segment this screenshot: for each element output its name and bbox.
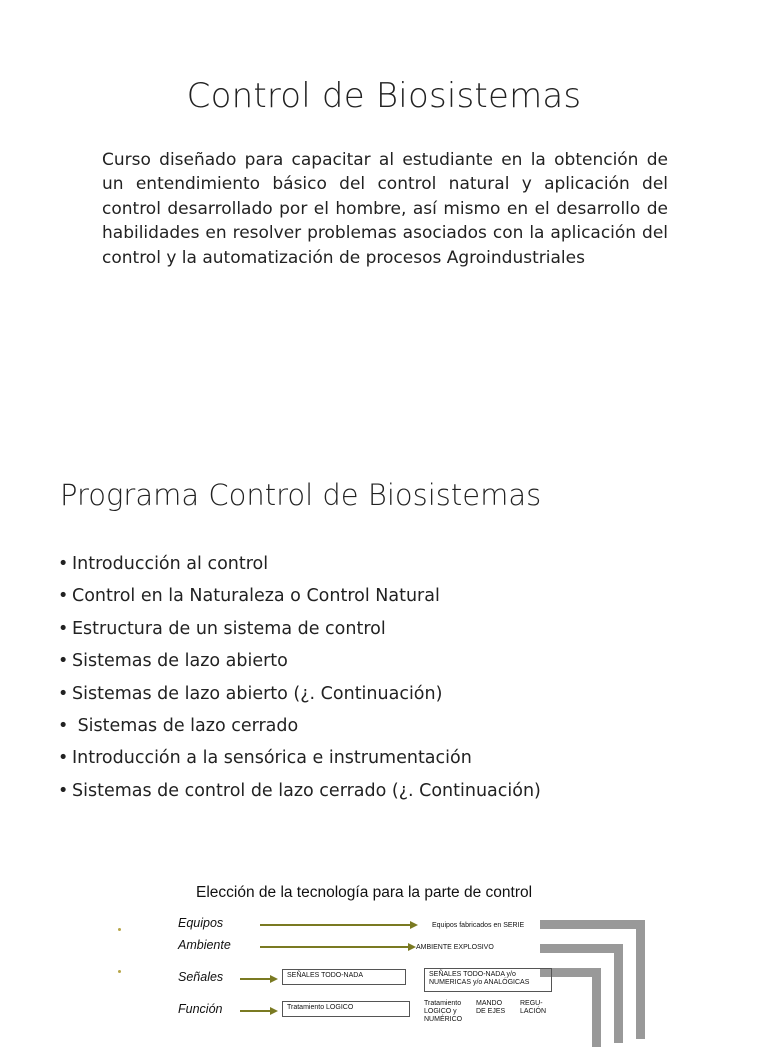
row-label-funcion: Función	[178, 1002, 223, 1016]
diagram-title: Elección de la tecnología para la parte de control	[196, 884, 533, 901]
funcion-mando-ejes: MANDO DE EJES	[476, 1000, 506, 1015]
course-description: Curso diseñado para capacitar al estudiante en la obtención de un entendimiento básico del control natural y aplicación del control desarrollado por el hombre, así mismo en el desarrollo de habilidades en resolver problemas asociados con la aplicación del control y la automatización de procesos Agroindustriales	[102, 150, 668, 268]
senales-box-numericas: SEÑALES TODO-NADA y/o NUMERICAS y/o ANALÓGICAS	[424, 968, 552, 992]
arrowhead-icon	[410, 921, 418, 929]
bullet-icon: •	[58, 618, 69, 639]
row-label-equipos: Equipos	[178, 916, 224, 930]
equipos-target: Equipos fabricados en SERIE	[432, 922, 525, 929]
marker-dot	[118, 928, 121, 931]
arrow-ambiente	[260, 946, 410, 948]
row-label-ambiente: Ambiente	[178, 938, 231, 952]
arrow-funcion	[240, 1010, 270, 1012]
bullet-icon: •	[58, 748, 69, 769]
funcion-regulacion: REGU-LACIÓN	[520, 1000, 547, 1015]
bullet-icon: •	[58, 715, 69, 736]
program-title: Programa Control de Biosistemas	[60, 478, 542, 512]
bullet-icon: •	[58, 651, 69, 672]
bullet-icon: •	[58, 683, 69, 704]
ambiente-target: AMBIENTE EXPLOSIVO	[416, 944, 494, 951]
list-item: • Sistemas de control de lazo cerrado (¿. Continuación)	[58, 775, 541, 807]
arrow-senales	[240, 978, 270, 980]
slide-title: Control de Biosistemas	[186, 76, 582, 116]
bullet-icon: •	[58, 780, 69, 801]
list-item: • Sistemas de lazo cerrado	[58, 710, 541, 742]
list-item: • Control en la Naturaleza o Control Natural	[58, 580, 541, 612]
senales-box-todo-nada: SEÑALES TODO-NADA	[282, 969, 406, 985]
funcion-box-logico: Tratamiento LOGICO	[282, 1001, 410, 1017]
slide-technology-choice	[0, 840, 768, 1024]
slide-program	[0, 420, 768, 840]
list-item: • Estructura de un sistema de control	[58, 613, 541, 645]
program-list	[58, 548, 541, 807]
list-item: • Sistemas de lazo abierto (¿. Continuación)	[58, 678, 541, 710]
row-label-senales: Señales	[178, 970, 224, 984]
slide-intro	[0, 0, 768, 420]
list-item: • Introducción a la sensórica e instrumentación	[58, 742, 541, 774]
bullet-icon: •	[58, 554, 69, 574]
marker-dot	[118, 970, 121, 973]
arrowhead-icon	[270, 975, 278, 983]
list-item: • Sistemas de lazo abierto	[58, 645, 541, 677]
arrow-equipos	[260, 924, 410, 926]
bullet-icon: •	[58, 586, 69, 607]
funcion-logico-numerico: Tratamiento LOGICO y NUMÉRICO	[424, 1000, 463, 1023]
arrowhead-icon	[270, 1007, 278, 1015]
arrowhead-icon	[408, 943, 416, 951]
list-item: • Introducción al control	[58, 548, 541, 580]
